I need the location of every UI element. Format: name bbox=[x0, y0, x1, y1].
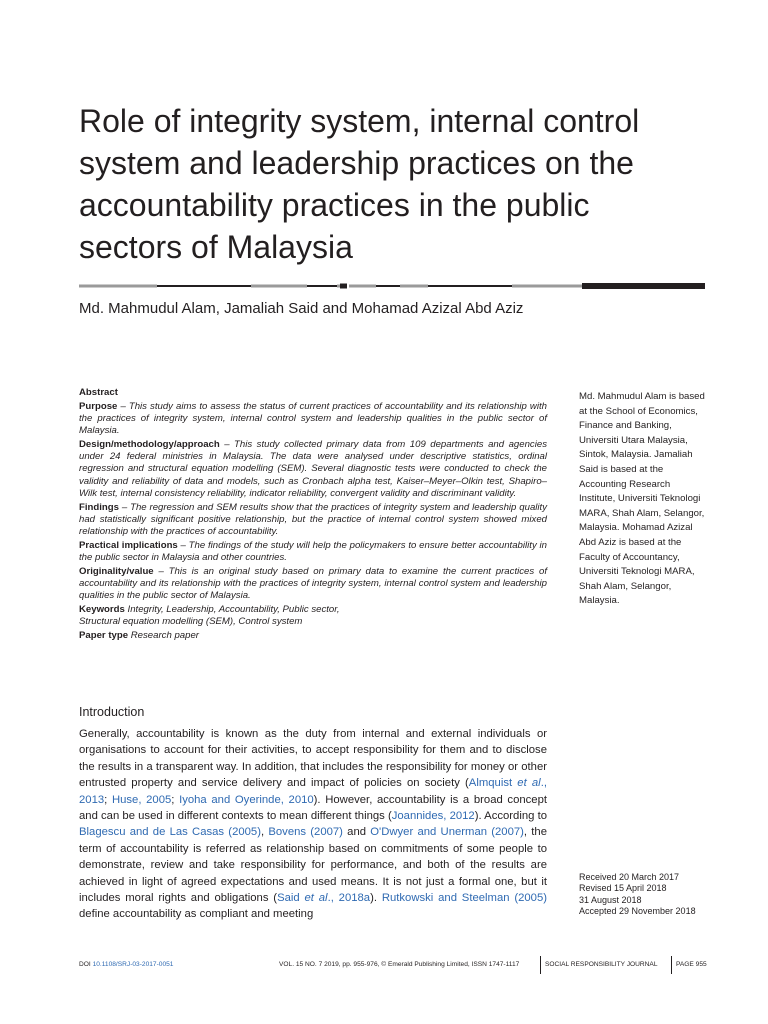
author-separator: , bbox=[215, 300, 225, 317]
rule-grey-segment bbox=[354, 285, 376, 288]
revised-date: 31 August 2018 bbox=[579, 894, 642, 905]
rule-grey-segment bbox=[512, 285, 582, 288]
purpose-label: Purpose bbox=[79, 400, 118, 412]
introduction-paragraph bbox=[79, 726, 547, 923]
abstract-paper-type bbox=[79, 630, 547, 642]
citation-link[interactable]: Blagescu and de Las Casas (2005) bbox=[79, 826, 261, 839]
citation-link[interactable]: Huse, 2005 bbox=[111, 793, 172, 806]
citation-link[interactable] bbox=[277, 892, 370, 904]
abstract-keywords bbox=[79, 604, 547, 628]
citation-text: Said bbox=[277, 892, 305, 905]
design-label: Design/methodology/approach bbox=[79, 439, 220, 450]
article-history bbox=[579, 872, 719, 917]
originality-text: – This is an original study based on primary data to examine the current practices of accountability and its relationship with the practices of integrity system, internal control system and leadership qualities in the public sector of Malaysia. bbox=[79, 565, 547, 602]
body-text-run: ; bbox=[104, 793, 112, 806]
citation-link[interactable]: Rutkowski and Steelman (2005) bbox=[381, 892, 548, 905]
doi-link[interactable]: 10.1108/SRJ-03-2017-0051 bbox=[92, 961, 174, 968]
author-list bbox=[79, 299, 523, 319]
paper-type-label: Paper type bbox=[79, 630, 129, 642]
citation-text: et al bbox=[517, 777, 541, 790]
author-affiliations: Md. Mahmudul Alam is based at the School of Economics, Finance and Banking, Universiti Utara Malaysia, Sintok, Malaysia. Jamaliah Said is based at the Accounting Research Institute, Universiti Teknologi MARA, Shah Alam, Selangor, Malaysia. Mohamad Azizal Abd Aziz is based at the Faculty of Accountancy, Universiti Teknologi MARA, Shah Alam, Selangor, Malaysia. bbox=[579, 391, 705, 607]
rule-grey-segment bbox=[337, 285, 340, 288]
author-separator: and bbox=[318, 300, 352, 317]
accepted-date: Accepted 29 November 2018 bbox=[579, 905, 696, 916]
body-text-run: and bbox=[342, 826, 371, 839]
rule-grey-segment bbox=[349, 285, 354, 288]
findings-label: Findings bbox=[79, 501, 119, 513]
rule-grey-segment bbox=[251, 285, 307, 288]
keywords-line-1: Integrity, Leadership, Accountability, Public sector, bbox=[127, 604, 340, 616]
abstract-purpose bbox=[79, 401, 547, 438]
rule-grey-segment bbox=[400, 285, 428, 288]
abstract-design bbox=[79, 439, 547, 500]
abstract-originality bbox=[79, 566, 547, 603]
body-text-run: , the term of accountability is referred as relationship based on commitments of some people to demonstrate, review and take responsibility for performance, and both of the results are achieved in light of agreed expectations and used means. It is not just a formal one, but it includes moral rights and obligations ( bbox=[79, 826, 547, 905]
doi-label: DOI bbox=[79, 961, 93, 968]
footer-divider bbox=[671, 956, 672, 974]
implications-label: Practical implications bbox=[79, 539, 178, 551]
rule-dark-segment bbox=[157, 285, 251, 287]
rule-dark-thick-segment bbox=[582, 283, 705, 289]
rule-dark-segment bbox=[428, 285, 512, 287]
body-text-run: ; bbox=[171, 793, 180, 806]
implications-text: – The findings of the study will help the policymakers to ensure better accountability in the public sector in Malaysia and other countries. bbox=[79, 539, 547, 564]
citation-text: Almquist bbox=[468, 777, 518, 790]
introduction-heading: Introduction bbox=[79, 705, 145, 719]
keywords-line-2: Structural equation modelling (SEM), Control system bbox=[79, 616, 303, 628]
author-name: Mohamad Azizal Abd Aziz bbox=[351, 300, 524, 317]
citation-text: et al bbox=[304, 892, 328, 905]
citation-link[interactable]: Bovens (2007) bbox=[268, 826, 343, 839]
body-text-run: ). According to bbox=[474, 810, 547, 823]
citation-text: ., 2018a bbox=[327, 892, 371, 905]
paper-type-value: Research paper bbox=[130, 630, 199, 642]
body-text-run: ). bbox=[370, 892, 382, 905]
citation-text: ., 2013 bbox=[79, 777, 547, 806]
rule-dark-segment bbox=[307, 285, 337, 287]
keywords-label: Keywords bbox=[79, 604, 125, 616]
abstract-heading: Abstract bbox=[79, 387, 118, 398]
design-text: – This study collected primary data from 109 departments and agencies under 24 federal ministries in Malaysia. The data were analysed under descriptive statistics, ordinal regression and structural equation modelling (SEM). Several diagnostic tests were conducted to check the validity and reliability of data and models, such as Cronbach alpha test, Kaiser–Meyer–Olkin test, Shapiro–Wilk test, internal consistency reliability, indicator reliability, convergent validity and discriminant validity. bbox=[79, 439, 547, 499]
citation-link[interactable]: Joannides, 2012 bbox=[391, 810, 475, 823]
rule-dark-segment bbox=[376, 285, 400, 287]
abstract-implications bbox=[79, 540, 547, 564]
rule-grey-segment bbox=[79, 285, 157, 288]
body-text-run: ). However, accountability is a broad concept and can be used in different contexts to mean different things ( bbox=[79, 793, 548, 823]
revised-date: Revised 15 April 2018 bbox=[579, 883, 667, 894]
footer-volume-info: VOL. 15 NO. 7 2019, pp. 955-976, © Emerald Publishing Limited, ISSN 1747-1117 bbox=[279, 961, 520, 968]
footer-page-number: PAGE 955 bbox=[676, 961, 707, 968]
article-title: Role of integrity system, internal control system and leadership practices on the accountability practices in the public sectors of Malaysia bbox=[79, 103, 640, 265]
citation-link[interactable]: Iyoha and Oyerinde, 2010 bbox=[179, 793, 314, 806]
footer-doi bbox=[79, 955, 173, 975]
findings-text: – The regression and SEM results show that the practices of integrity system and leadership quality had statistically significant positive relationship, but the practice of internal control system showed mixed relationship with the practices of accountability. bbox=[79, 501, 547, 538]
purpose-text: – This study aims to assess the status of current practices of accountability and its relationship with the practices of integrity system, internal control system and leadership qualities in the public sector of Malaysia. bbox=[79, 400, 547, 437]
citation-link[interactable]: O'Dwyer and Unerman (2007) bbox=[370, 826, 524, 839]
abstract-block bbox=[79, 387, 547, 644]
body-text-run: define accountability as compliant and meeting bbox=[79, 908, 314, 921]
title-decorative-rule bbox=[79, 282, 705, 289]
abstract-findings bbox=[79, 502, 547, 539]
rule-dark-block bbox=[340, 284, 347, 289]
originality-label: Originality/value bbox=[79, 565, 154, 577]
page-footer bbox=[79, 955, 709, 975]
footer-journal-name: SOCIAL RESPONSIBILITY JOURNAL bbox=[545, 961, 658, 968]
received-date: Received 20 March 2017 bbox=[579, 872, 680, 882]
author-name: Md. Mahmudul Alam bbox=[79, 300, 216, 317]
author-name: Jamaliah Said bbox=[224, 300, 319, 317]
footer-divider bbox=[540, 956, 541, 974]
body-text-run: Generally, accountability is known as the duty from internal and external individuals or organisations to account for their activities, to accept responsibility for them and to disclose the results in a transparent way. In addition, that includes the responsibility for money or other entrusted property and service delivery and impact of policies on society ( bbox=[79, 728, 547, 790]
body-text-run: , bbox=[260, 826, 269, 839]
